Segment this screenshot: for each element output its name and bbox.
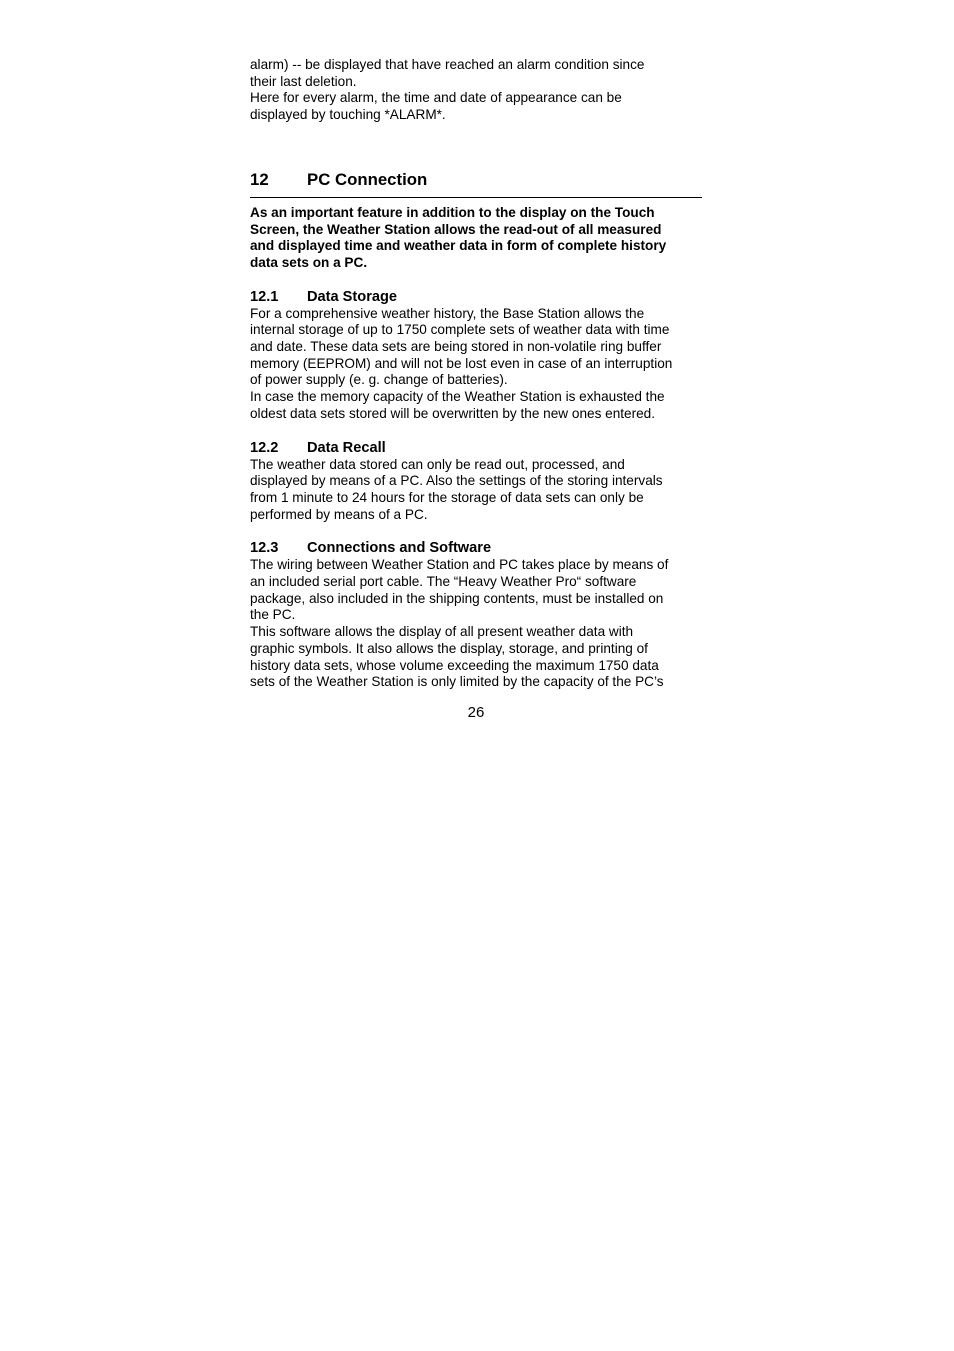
body-line: memory (EEPROM) and will not be lost even in case of an interruption <box>250 355 673 371</box>
intro-line: their last deletion. <box>250 73 357 89</box>
section-number: 12.3 <box>250 540 279 557</box>
body-line: from 1 minute to 24 hours for the storage of data sets can only be <box>250 489 644 505</box>
intro-line: displayed by touching *ALARM*. <box>250 107 446 123</box>
body-line: sets of the Weather Station is only limited by the capacity of the PC’s <box>250 674 664 690</box>
intro-line: alarm) -- be displayed that have reached an alarm condition since <box>250 57 645 72</box>
body-line: graphic symbols. It also allows the display, storage, and printing of <box>250 640 648 656</box>
body-line: In case the memory capacity of the Weather Station is exhausted the <box>250 389 665 405</box>
body-line: internal storage of up to 1750 complete sets of weather data with time <box>250 322 670 338</box>
page-number: 26 <box>467 704 485 721</box>
section-title: Data Recall <box>307 439 386 456</box>
section-title: Connections and Software <box>307 540 492 557</box>
chapter-lead <box>250 205 702 272</box>
section-number: 12.1 <box>250 288 279 305</box>
body-line: history data sets, whose volume exceeding the maximum 1750 data <box>250 657 659 673</box>
section-heading <box>250 540 702 557</box>
section-heading <box>250 289 702 306</box>
intro-line: Here for every alarm, the time and date of appearance can be <box>250 90 622 106</box>
intro-text <box>250 57 702 124</box>
body-line: This software allows the display of all present weather data with <box>250 624 634 640</box>
chapter-title: PC Connection <box>307 169 428 189</box>
section-heading <box>250 440 702 457</box>
body-line: performed by means of a PC. <box>250 506 428 522</box>
body-line: the PC. <box>250 607 296 623</box>
lead-line: and displayed time and weather data in form of complete history <box>250 238 667 254</box>
body-line: package, also included in the shipping contents, must be installed on <box>250 590 664 606</box>
lead-line: Screen, the Weather Station allows the read-out of all measured <box>250 221 662 237</box>
body-line: The weather data stored can only be read out, processed, and <box>250 456 625 472</box>
body-line: oldest data sets stored will be overwritten by the new ones entered. <box>250 405 656 421</box>
section-title: Data Storage <box>307 288 398 305</box>
section-number: 12.2 <box>250 439 279 456</box>
document-page <box>250 57 702 691</box>
body-line: The wiring between Weather Station and PC takes place by means of <box>250 557 669 573</box>
lead-line: As an important feature in addition to the display on the Touch <box>250 204 655 220</box>
body-line: an included serial port cable. The “Heavy Weather Pro“ software <box>250 574 637 590</box>
section-connections-software <box>250 540 702 691</box>
body-line: of power supply (e. g. change of batteries). <box>250 372 508 388</box>
chapter-number: 12 <box>250 169 269 189</box>
body-line: displayed by means of a PC. Also the settings of the storing intervals <box>250 473 663 489</box>
body-line: and date. These data sets are being stored in non-volatile ring buffer <box>250 339 662 355</box>
section-data-recall <box>250 440 702 524</box>
lead-line: data sets on a PC. <box>250 254 368 270</box>
section-data-storage <box>250 289 702 423</box>
chapter-heading <box>250 170 702 198</box>
body-line: For a comprehensive weather history, the Base Station allows the <box>250 305 645 321</box>
